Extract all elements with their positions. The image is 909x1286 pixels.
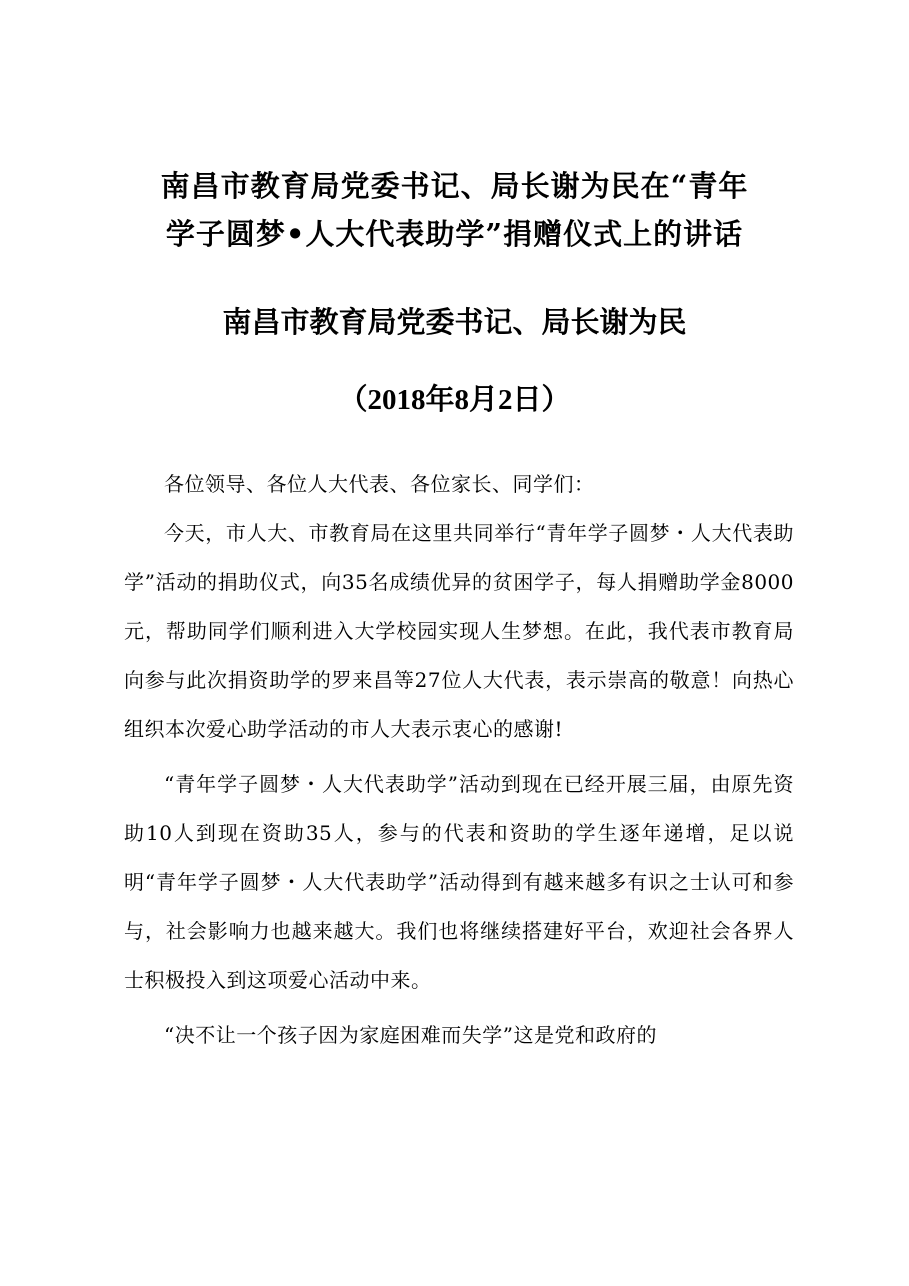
author-line: 南昌市教育局党委书记、局长谢为民 — [222, 305, 687, 339]
paragraph: “青年学子圆梦・人大代表助学”活动到现在已经开展三届，由原先资助10人到现在资助35人，参与的代表和资助的学生逐年递增，足以说明“青年学子圆梦・人大代表助学”活动得到有越来越多有识之士认可和参与，社会影响力也越来越大。我们也将继续搭建好平台，欢迎社会各界人士积极投入到这项爱心活动中来。 — [124, 772, 794, 992]
paragraph: “决不让一个孩子因为家庭困难而失学”这是党和政府的 — [164, 1023, 657, 1047]
title-line-1: 南昌市教育局党委书记、局长谢为民在“青年 — [160, 169, 749, 203]
document-title — [100, 162, 809, 258]
document-body — [124, 460, 794, 1060]
paragraph: 今天，市人大、市教育局在这里共同举行“青年学子圆梦・人大代表助学”活动的捐助仪式，向35名成绩优异的贫困学子，每人捐赠助学金8000元，帮助同学们顺利进入大学校园实现人生梦想。在此，我代表市教育局向参与此次捐资助学的罗来昌等27位人大代表，表示崇高的敬意！向热心组织本次爱心助学活动的市人大表示衷心的感谢! — [124, 521, 794, 741]
salutation: 各位领导、各位人大代表、各位家长、同学们： — [164, 472, 595, 496]
title-line-2: 学子圆梦•人大代表助学”捐赠仪式上的讲话 — [165, 217, 744, 251]
date-line: （2018年8月2日） — [338, 384, 571, 416]
